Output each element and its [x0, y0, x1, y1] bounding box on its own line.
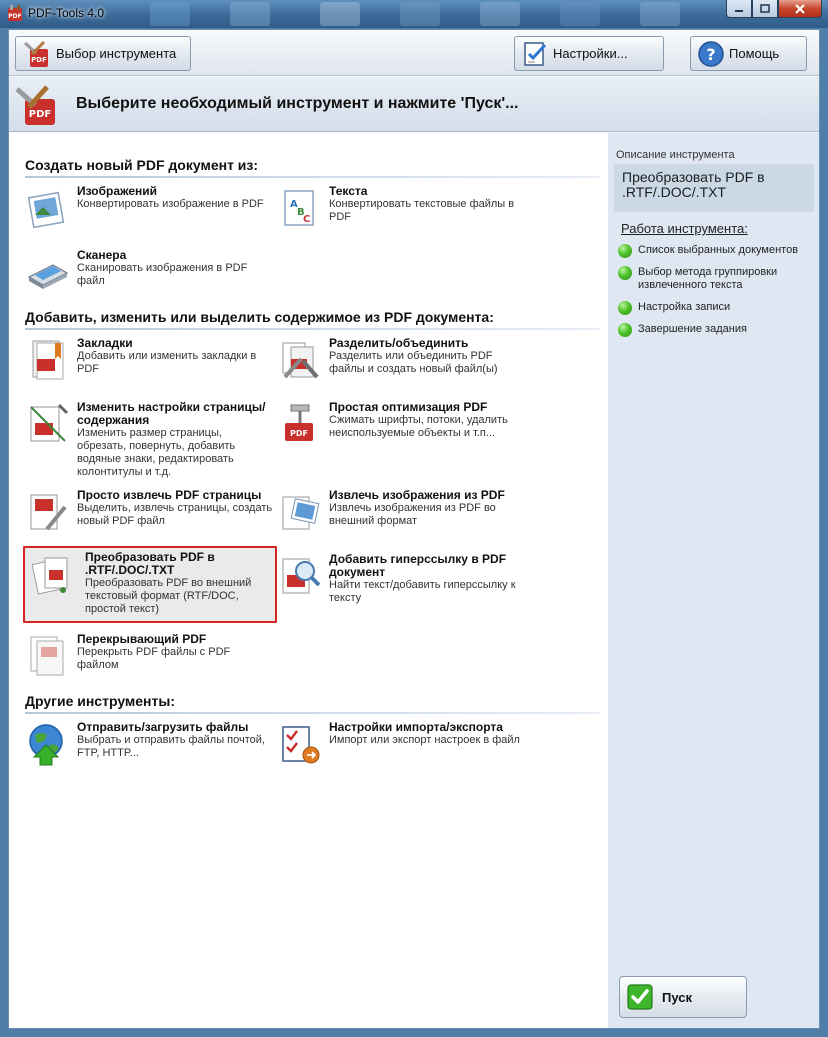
- hyperlink-icon: [277, 553, 323, 599]
- steps-heading: Работа инструмента:: [621, 221, 748, 236]
- titlebar-decoration: [400, 2, 440, 26]
- tool-description: Преобразовать PDF во внешний текстовый формат (RTF/DOC, простой текст): [85, 577, 252, 615]
- step-item: [618, 301, 812, 315]
- instruction-header: [9, 77, 819, 132]
- help-label: Помощь: [729, 46, 780, 61]
- svg-text:PDF: PDF: [28, 109, 52, 120]
- svg-text:PDF: PDF: [8, 13, 22, 20]
- section-title-other: Другие инструменты:: [25, 693, 175, 709]
- tool-title: Разделить/объединить: [329, 336, 469, 350]
- green-status-icon: [618, 244, 632, 258]
- tool-item-extract-pages[interactable]: [25, 489, 275, 545]
- optimize-icon: [277, 401, 323, 447]
- tool-description: Выбрать и отправить файлы почтой, FTP, HTTP...: [77, 734, 265, 759]
- titlebar-decoration: [560, 2, 600, 26]
- tool-description: Конвертировать изображение в PDF: [77, 198, 264, 210]
- tool-description: Сжимать шрифты, потоки, удалить неиспользуемые объекты и т.п...: [329, 414, 508, 439]
- tools-pdf-icon: [13, 83, 59, 129]
- tool-select-button[interactable]: [15, 36, 191, 71]
- instruction-text: Выберите необходимый инструмент и нажмите 'Пуск'...: [76, 95, 519, 112]
- minimize-icon: [734, 4, 744, 14]
- tool-item-text[interactable]: [277, 185, 527, 241]
- tool-description: Добавить или изменить закладки в PDF: [77, 350, 257, 375]
- titlebar-decoration: [480, 2, 520, 26]
- svg-text:A: A: [290, 199, 298, 210]
- tool-title: Добавить гиперссылку в PDF документ: [329, 552, 507, 579]
- go-label: Пуск: [662, 989, 692, 1005]
- tool-item-extract-images[interactable]: [277, 489, 527, 545]
- tool-list: [9, 133, 604, 1028]
- title-bar[interactable]: [0, 0, 828, 28]
- maximize-button[interactable]: [752, 0, 778, 18]
- step-label: Завершение задания: [638, 323, 747, 335]
- tool-description-panel: [607, 133, 819, 1028]
- titlebar-decoration: [640, 2, 680, 26]
- tools-pdf-icon: [22, 39, 52, 69]
- green-status-icon: [618, 323, 632, 337]
- tool-title: Закладки: [77, 336, 133, 350]
- settings-label: Настройки...: [553, 46, 628, 61]
- tool-title: Перекрывающий PDF: [77, 632, 207, 646]
- tool-title: Извлечь изображения из PDF: [329, 488, 505, 502]
- section-divider: [25, 712, 600, 714]
- step-item: [618, 266, 812, 292]
- tool-select-label: Выбор инструмента: [56, 46, 177, 61]
- panel-title: Описание инструмента: [616, 149, 735, 161]
- svg-text:PDF: PDF: [31, 55, 47, 64]
- help-icon: [697, 40, 725, 68]
- tool-item-scanner[interactable]: [25, 249, 275, 305]
- tool-title: Настройки импорта/экспорта: [329, 720, 503, 734]
- tool-title: Изменить настройки страницы/содержания: [77, 400, 266, 427]
- titlebar-decoration: [230, 2, 270, 26]
- window-title: PDF-Tools 4.0: [28, 6, 105, 20]
- tool-description: Сканировать изображения в PDF файл: [77, 262, 248, 287]
- section-title-create: Создать новый PDF документ из:: [25, 157, 259, 173]
- step-item: [618, 244, 812, 258]
- bookmarks-icon: [25, 337, 71, 383]
- image-to-pdf-icon: [25, 185, 71, 231]
- help-button[interactable]: [690, 36, 807, 71]
- section-title-edit: Добавить, изменить или выделить содержимое из PDF документа:: [25, 309, 494, 325]
- tool-title: Преобразовать PDF в .RTF/.DOC/.TXT: [85, 550, 215, 577]
- tool-item-overlay[interactable]: [25, 633, 275, 689]
- tool-item-page-settings[interactable]: [25, 400, 275, 478]
- green-status-icon: [618, 266, 632, 280]
- selected-tool-name: Преобразовать PDF в .RTF/.DOC/.TXT: [614, 164, 814, 212]
- tool-title: Простая оптимизация PDF: [329, 400, 488, 414]
- tool-item-hyperlink[interactable]: [277, 553, 527, 613]
- tool-item-optimize[interactable]: [277, 401, 527, 457]
- extract-images-icon: [277, 489, 323, 535]
- tool-item-bookmarks[interactable]: [25, 337, 275, 393]
- svg-text:B: B: [297, 207, 305, 218]
- tool-description: Выделить, извлечь страницы, создать новый PDF файл: [77, 502, 273, 527]
- tool-item-images[interactable]: [25, 185, 275, 241]
- split-merge-icon: [277, 337, 323, 383]
- tool-item-send-upload[interactable]: [25, 721, 275, 777]
- tool-item-import-export[interactable]: [277, 721, 527, 777]
- tool-description: Импорт или экспорт настроек в файл: [329, 734, 520, 746]
- toolbar: [9, 30, 819, 76]
- page-settings-icon: [25, 401, 71, 447]
- tool-item-convert-pdf[interactable]: [23, 546, 277, 623]
- extract-pages-icon: [25, 489, 71, 535]
- main-area: [9, 133, 819, 1028]
- tool-item-split-merge[interactable]: [277, 337, 527, 393]
- minimize-button[interactable]: [726, 0, 752, 18]
- tool-title: Сканера: [77, 248, 127, 262]
- tool-description: Разделить или объединить PDF файлы и создать новый файл(ы): [329, 350, 498, 375]
- convert-pdf-icon: [31, 552, 77, 598]
- green-status-icon: [618, 301, 632, 315]
- tool-title: Отправить/загрузить файлы: [77, 720, 249, 734]
- tool-title: Просто извлечь PDF страницы: [77, 488, 262, 502]
- settings-button[interactable]: [514, 36, 664, 71]
- maximize-icon: [760, 4, 770, 14]
- titlebar-decoration: [150, 2, 190, 26]
- globe-upload-icon: [25, 721, 71, 767]
- client-area: [8, 29, 820, 1029]
- step-label: Настройка записи: [638, 301, 731, 313]
- overlay-icon: [25, 633, 71, 679]
- step-label: Список выбранных документов: [638, 244, 799, 256]
- close-button[interactable]: [778, 0, 822, 18]
- titlebar-decoration: [320, 2, 360, 26]
- checkmark-icon: [626, 983, 654, 1011]
- import-export-icon: [277, 721, 323, 767]
- svg-text:C: C: [303, 214, 311, 225]
- step-item: [618, 323, 812, 337]
- tool-title: Текста: [329, 184, 368, 198]
- close-icon: [794, 3, 806, 15]
- tool-description: Найти текст/добавить гиперссылку к тексту: [329, 579, 516, 604]
- tool-description: Изменить размер страницы, обрезать, повернуть, добавить водяные знаки, редактировать колонтитулы и т.д.: [77, 427, 236, 478]
- scanner-icon: [25, 249, 71, 295]
- tool-description: Конвертировать текстовые файлы в PDF: [329, 198, 515, 223]
- text-to-pdf-icon: [277, 185, 323, 231]
- settings-checklist-icon: [521, 40, 549, 68]
- tool-description: Извлечь изображения из PDF во внешний формат: [329, 502, 496, 527]
- tool-description: Перекрыть PDF файлы с PDF файлом: [77, 646, 231, 671]
- step-label: Выбор метода группировки извлеченного текста: [638, 266, 778, 291]
- go-button[interactable]: [619, 976, 747, 1018]
- svg-text:?: ?: [706, 44, 716, 64]
- svg-text:PDF: PDF: [290, 429, 308, 438]
- app-logo-icon: [6, 4, 24, 22]
- tool-title: Изображений: [77, 184, 158, 198]
- section-divider: [25, 176, 600, 178]
- section-divider: [25, 328, 600, 330]
